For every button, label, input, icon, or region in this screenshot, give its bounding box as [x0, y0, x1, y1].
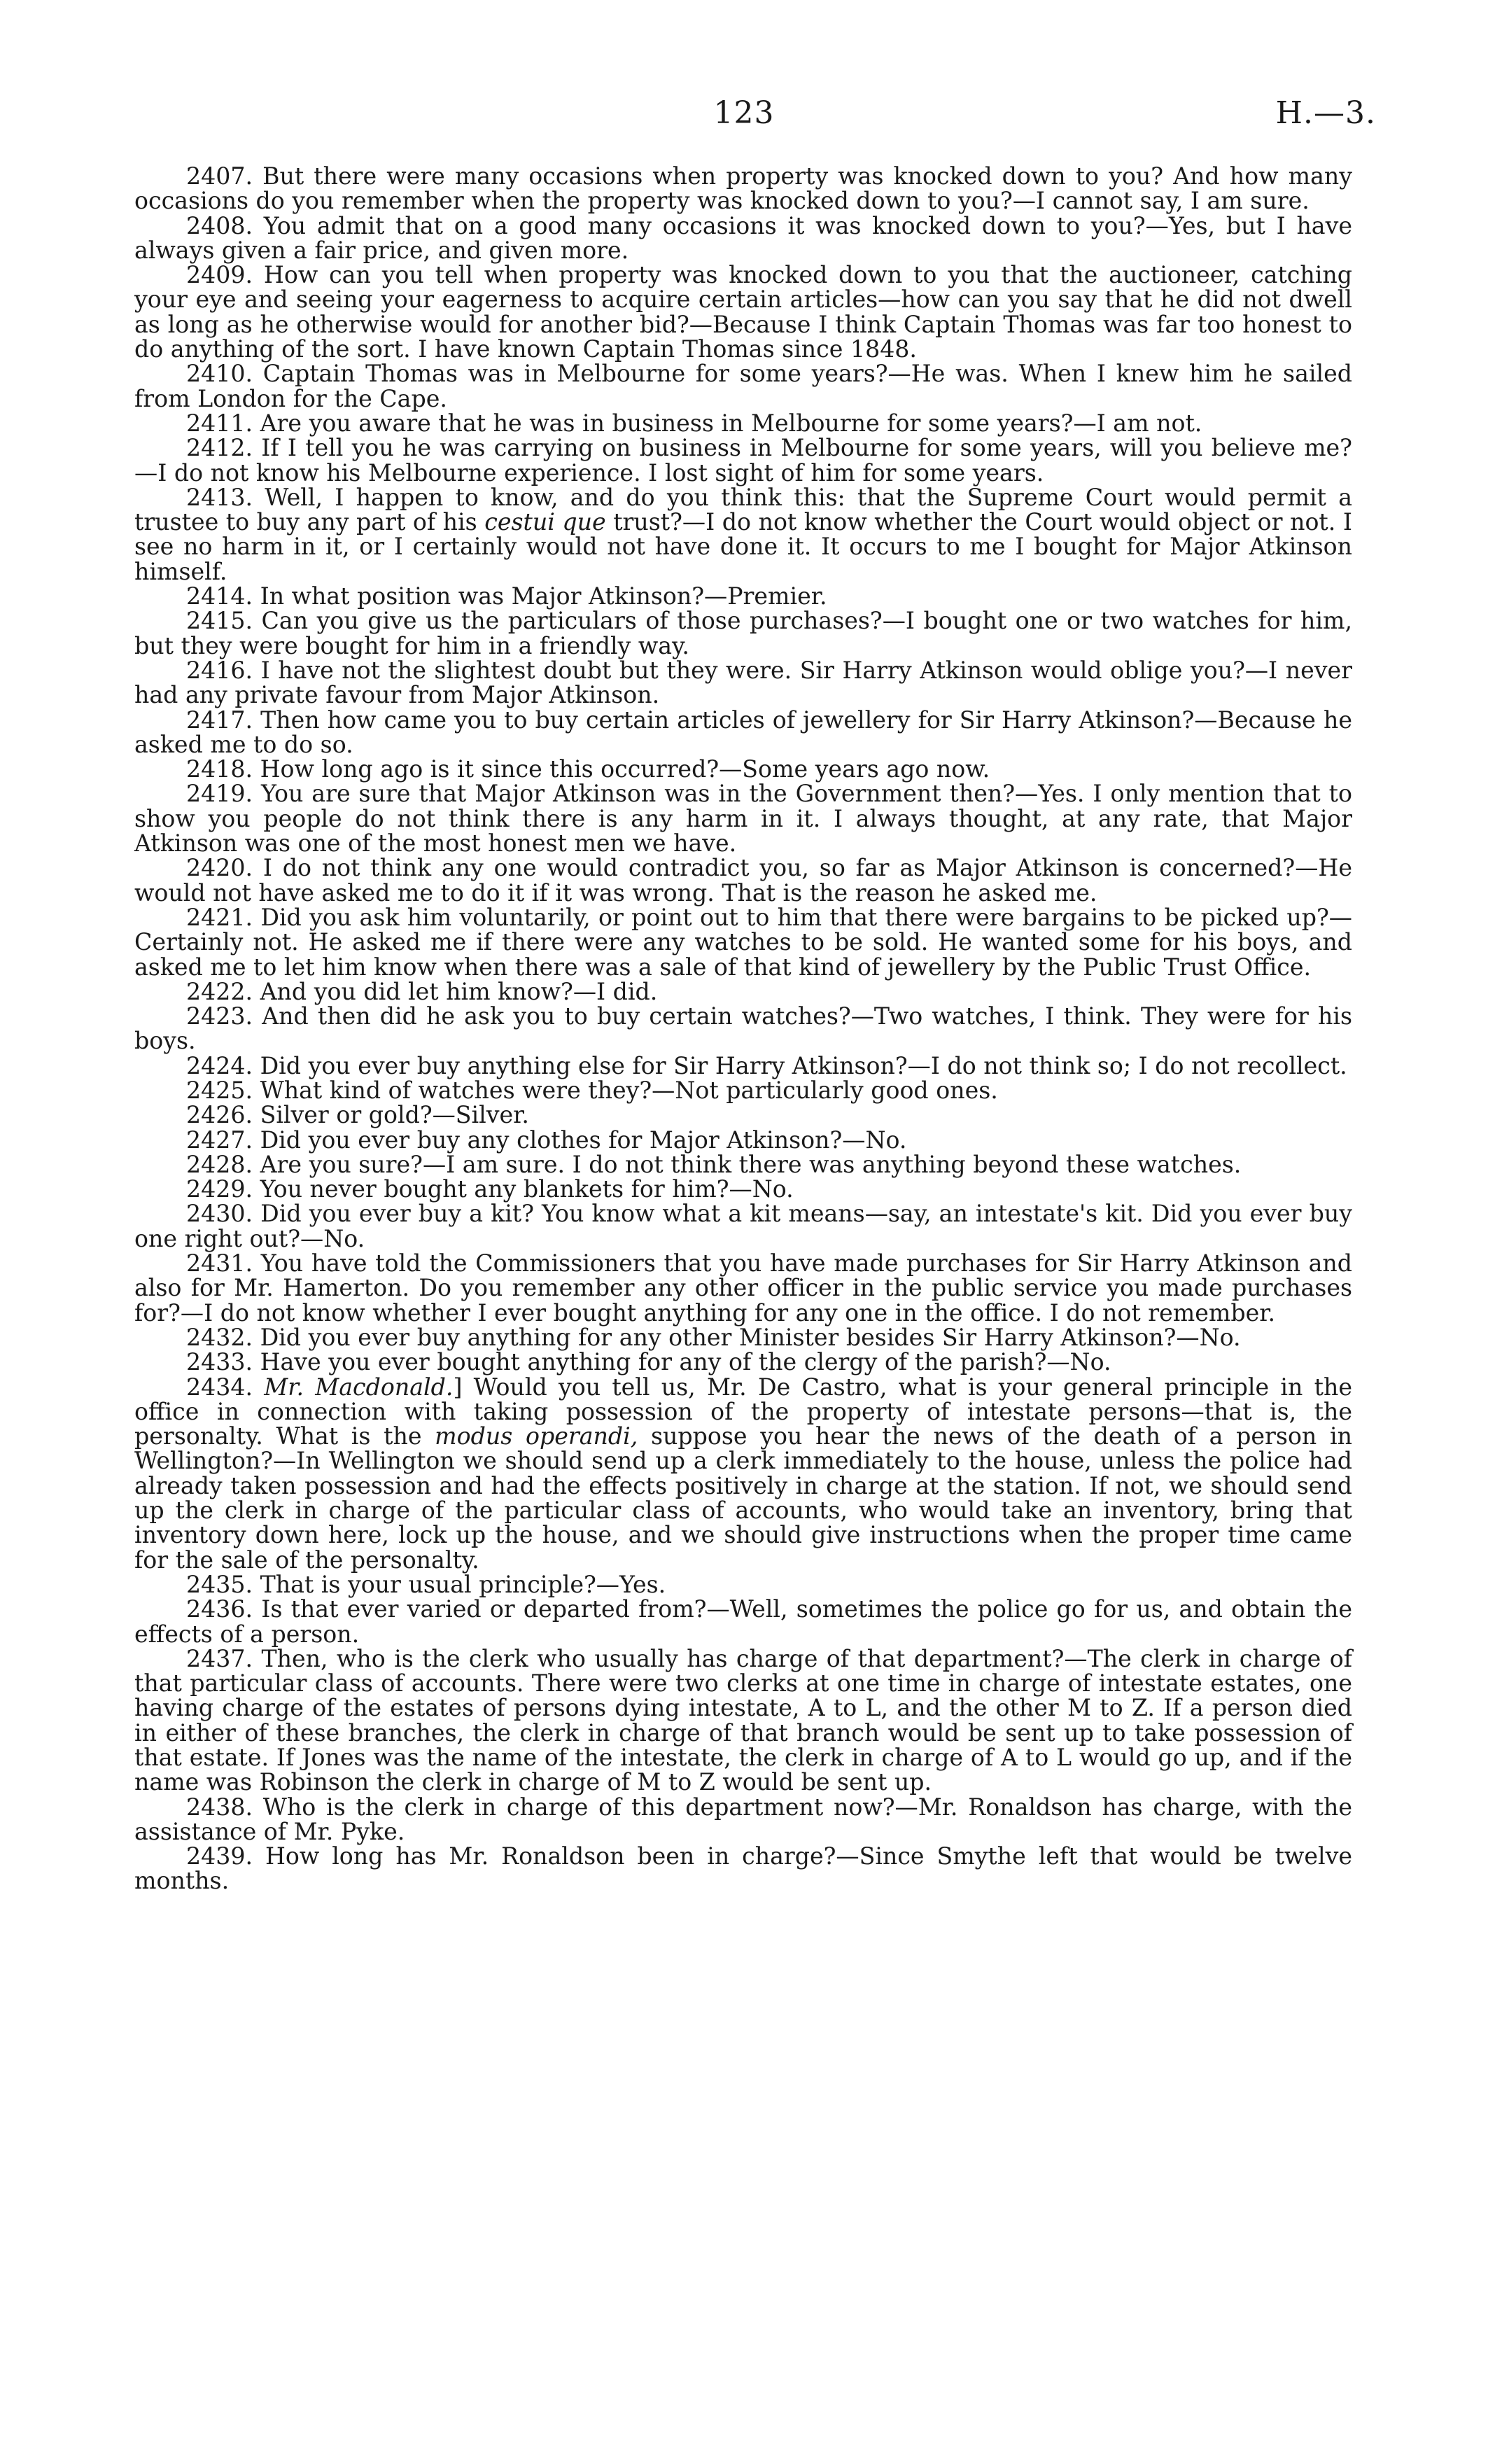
page-number: 123	[713, 95, 775, 131]
paragraph-text: You admit that on a good many occasions it was knocked down to you?—Yes, but I have always given a fair price, and given more.	[134, 211, 1352, 264]
paragraph-text: In what position was Major Atkinson?—Premier.	[260, 582, 827, 610]
question-number: 2413.	[186, 483, 253, 511]
paragraph-text: And you did let him know?—I did.	[260, 977, 658, 1005]
paragraph-text: Can you give us the particulars of those purchases?—I bought one or two watches for him, but they were bought for him in a friendly way.	[134, 607, 1352, 659]
paragraph-text: Silver or gold?—Silver.	[260, 1101, 529, 1129]
question-number: 2437.	[186, 1644, 253, 1672]
question-number: 2407.	[186, 162, 253, 190]
paragraph-text: And then did he ask you to buy certain watches?—Two watches, I think. They were for his boys.	[134, 1002, 1352, 1055]
question-number: 2431.	[186, 1250, 253, 1278]
question-number: 2436.	[186, 1595, 253, 1623]
question-number: 2425.	[186, 1076, 253, 1104]
paragraph-text: How long ago is it since this occurred?—Some years ago now.	[260, 755, 990, 783]
question-number: 2409.	[186, 261, 253, 289]
paragraph-text: Well, I happen to know, and do you think this: that the Supreme Court would permit a trustee to buy any part of his	[134, 483, 1352, 536]
paragraph-text: You have told the Commissioners that you have made purchases for Sir Harry Atkinson and also for Mr. Hamerton. Do you remember any other officer in the public service you made purchases for?—I do not know whether I ever bought anything for any one in the office. I do not remember.	[134, 1250, 1352, 1326]
question-number: 2418.	[186, 755, 253, 783]
paragraph	[134, 979, 1352, 1004]
paragraph-text: That is your usual principle?—Yes.	[260, 1570, 666, 1598]
paragraph	[134, 1325, 1352, 1350]
question-number: 2410.	[186, 360, 253, 388]
question-number: 2432.	[186, 1323, 253, 1351]
question-number: 2414.	[186, 582, 253, 610]
paragraph-text: Then, who is the clerk who usually has charge of that department?—The clerk in charge of that particular class of accounts. There were two clerks at one time in charge of intestate estates, one having charge of the estates of persons dying intestate, A to L, and the other M to Z. If a person died in either of these branches, the clerk in charge of that branch would be sent up to take possession of that estate. If Jones was the name of the intestate, the clerk in charge of A to L would go up, and if the name was Robinson the clerk in charge of M to Z would be sent up.	[134, 1644, 1352, 1796]
paragraph-text: Who is the clerk in charge of this department now?—Mr. Ronaldson has charge, with the assistance of Mr. Pyke.	[134, 1793, 1352, 1845]
paragraph-text: Are you sure?—I am sure. I do not think there was anything beyond these watches.	[260, 1150, 1242, 1178]
paragraph	[134, 1375, 1352, 1572]
question-number: 2415.	[186, 607, 253, 635]
paragraph-text: suppose you hear the news of the death of a person in Wellington?—In Wellington we should send up a clerk immediately to the house, unless the police had already taken possession and had the effects positively in charge at the station. If not, we should send up the clerk in charge of the particular class of accounts, who would take an inventory, bring that inventory down here, lock up the house, and we should give instructions when the proper time came for the sale of the personalty.	[134, 1422, 1352, 1574]
paragraph-text: Captain Thomas was in Melbourne for some years?—He was. When I knew him he sailed from London for the Cape.	[134, 360, 1352, 412]
paragraph	[134, 411, 1352, 435]
paragraph	[134, 905, 1352, 979]
question-number: 2430.	[186, 1200, 253, 1228]
paragraph	[134, 1201, 1352, 1251]
paragraph	[134, 435, 1352, 485]
paragraph	[134, 1128, 1352, 1152]
paragraph	[134, 1597, 1352, 1646]
question-number: 2419.	[186, 780, 253, 808]
paragraph	[134, 1051, 1352, 1079]
paragraph-text: Did you ever buy any clothes for Major Atkinson?—No.	[260, 1126, 907, 1154]
question-number: 2422.	[186, 977, 253, 1005]
paragraph	[134, 164, 1352, 214]
paragraph	[134, 584, 1352, 608]
document-body	[134, 164, 1352, 1893]
question-number: 2424.	[186, 1051, 253, 1079]
latin-phrase: modus operandi,	[435, 1422, 638, 1450]
question-number: 2439.	[186, 1842, 253, 1870]
paragraph-text: Have you ever bought anything for any of the clergy of the parish?—No.	[260, 1348, 1111, 1376]
question-number: 2421.	[186, 903, 253, 931]
paragraph-text: I do not think any one would contradict you, so far as Major Atkinson is concerned?—He would not have asked me to do it if it was wrong. That is the reason he asked me.	[134, 854, 1352, 906]
paragraph	[134, 211, 1352, 264]
paragraph-text: Did you ever buy anything else for Sir Harry Atkinson?—I do not think so; I do not recollect.	[260, 1051, 1347, 1079]
question-number: 2438.	[186, 1793, 253, 1821]
paragraph-text: ] Would you tell us, Mr. De Castro, what is your general principle in the office in connection with taking possession of the property of intestate persons—that is, the personalty. What is the	[134, 1373, 1352, 1450]
question-number: 2420.	[186, 854, 253, 882]
document-reference: H.—3.	[1275, 95, 1376, 131]
paragraph-text: What kind of watches were they?—Not particularly good ones.	[260, 1076, 998, 1104]
paragraph	[134, 608, 1352, 658]
paragraph	[134, 1844, 1352, 1893]
paragraph-text: Are you aware that he was in business in Melbourne for some years?—I am not.	[260, 409, 1202, 437]
paragraph-text: trust?—I do not know whether the Court would object or not. I see no harm in it, or I certainly would not have done it. It occurs to me I bought for Major Atkinson himself.	[134, 508, 1352, 585]
paragraph-text: Then how came you to buy certain articles of jewellery for Sir Harry Atkinson?—Because he asked me to do so.	[134, 706, 1352, 758]
paragraph	[134, 262, 1352, 361]
question-number: 2427.	[186, 1126, 253, 1154]
paragraph-text: But there were many occasions when property was knocked down to you? And how many occasions do you remember when the property was knocked down to you?—I cannot say, I am sure.	[134, 162, 1352, 215]
paragraph-text: How can you tell when property was knocked down to you that the auctioneer, catching your eye and seeing your eagerness to acquire certain articles—how can you say that he did not dwell as long as he otherwise would for another bid?—Because I think Captain Thomas was far too honest to do anything of the sort. I have known Captain Thomas since 1848.	[134, 261, 1352, 363]
paragraph	[134, 1152, 1352, 1177]
question-number: 2428.	[186, 1150, 253, 1178]
question-number: 2429.	[186, 1175, 253, 1203]
paragraph	[134, 361, 1352, 411]
paragraph	[134, 1572, 1352, 1597]
paragraph	[134, 1078, 1352, 1102]
paragraph-text: Did you ask him voluntarily, or point out to him that there were bargains to be picked up?—Certainly not. He asked me if there were any watches to be sold. He wanted some for his boys, and asked me to let him know when there was a sale of that kind of jewellery by the Public Trust Office.	[134, 903, 1352, 981]
paragraph-text: How long has Mr. Ronaldson been in charge?—Since Smythe left that would be twelve months.	[134, 1842, 1352, 1895]
paragraph	[134, 780, 1352, 858]
speaker-name: Mr. Macdonald.	[264, 1373, 454, 1401]
paragraph-text: Did you ever buy a kit? You know what a kit means—say, an intestate's kit. Did you ever buy one right out?—No.	[134, 1200, 1352, 1252]
paragraph	[134, 1004, 1352, 1054]
question-number: 2412.	[186, 434, 253, 462]
paragraph	[134, 485, 1352, 584]
paragraph-text: You are sure that Major Atkinson was in the Government then?—Yes. I only mention that to show you people do not think there is any harm in it. I always thought, at any rate, that Major Atkinson was one of the most honest men we have.	[134, 780, 1352, 858]
paragraph	[134, 1102, 1352, 1127]
question-number: 2434.	[186, 1373, 253, 1401]
paragraph-text: Is that ever varied or departed from?—Well, sometimes the police go for us, and obtain the effects of a person.	[134, 1595, 1352, 1648]
paragraph	[134, 1646, 1352, 1795]
paragraph-text: I have not the slightest doubt but they were. Sir Harry Atkinson would oblige you?—I never had any private favour from Major Atkinson.	[134, 656, 1352, 709]
question-number: 2433.	[186, 1348, 253, 1376]
paragraph	[134, 757, 1352, 781]
paragraph	[134, 1177, 1352, 1201]
question-number: 2417.	[186, 706, 253, 734]
question-number: 2423.	[186, 1002, 253, 1030]
paragraph-text: Did you ever buy anything for any other Minister besides Sir Harry Atkinson?—No.	[260, 1323, 1241, 1351]
paragraph	[134, 1795, 1352, 1844]
question-number: 2408.	[186, 211, 253, 239]
paragraph-text: If I tell you he was carrying on business in Melbourne for some years, will you believe me?—I do not know his Melbourne experience. I lost sight of him for some years.	[134, 434, 1352, 486]
latin-phrase: cestui que	[484, 508, 606, 536]
question-number: 2426.	[186, 1101, 253, 1129]
paragraph	[134, 1350, 1352, 1374]
paragraph-text: You never bought any blankets for him?—No.	[260, 1175, 794, 1203]
question-number: 2435.	[186, 1570, 253, 1598]
paragraph	[134, 658, 1352, 708]
paragraph	[134, 1251, 1352, 1325]
question-number: 2416.	[186, 656, 253, 684]
paragraph	[134, 855, 1352, 905]
question-number: 2411.	[186, 409, 253, 437]
paragraph	[134, 708, 1352, 757]
